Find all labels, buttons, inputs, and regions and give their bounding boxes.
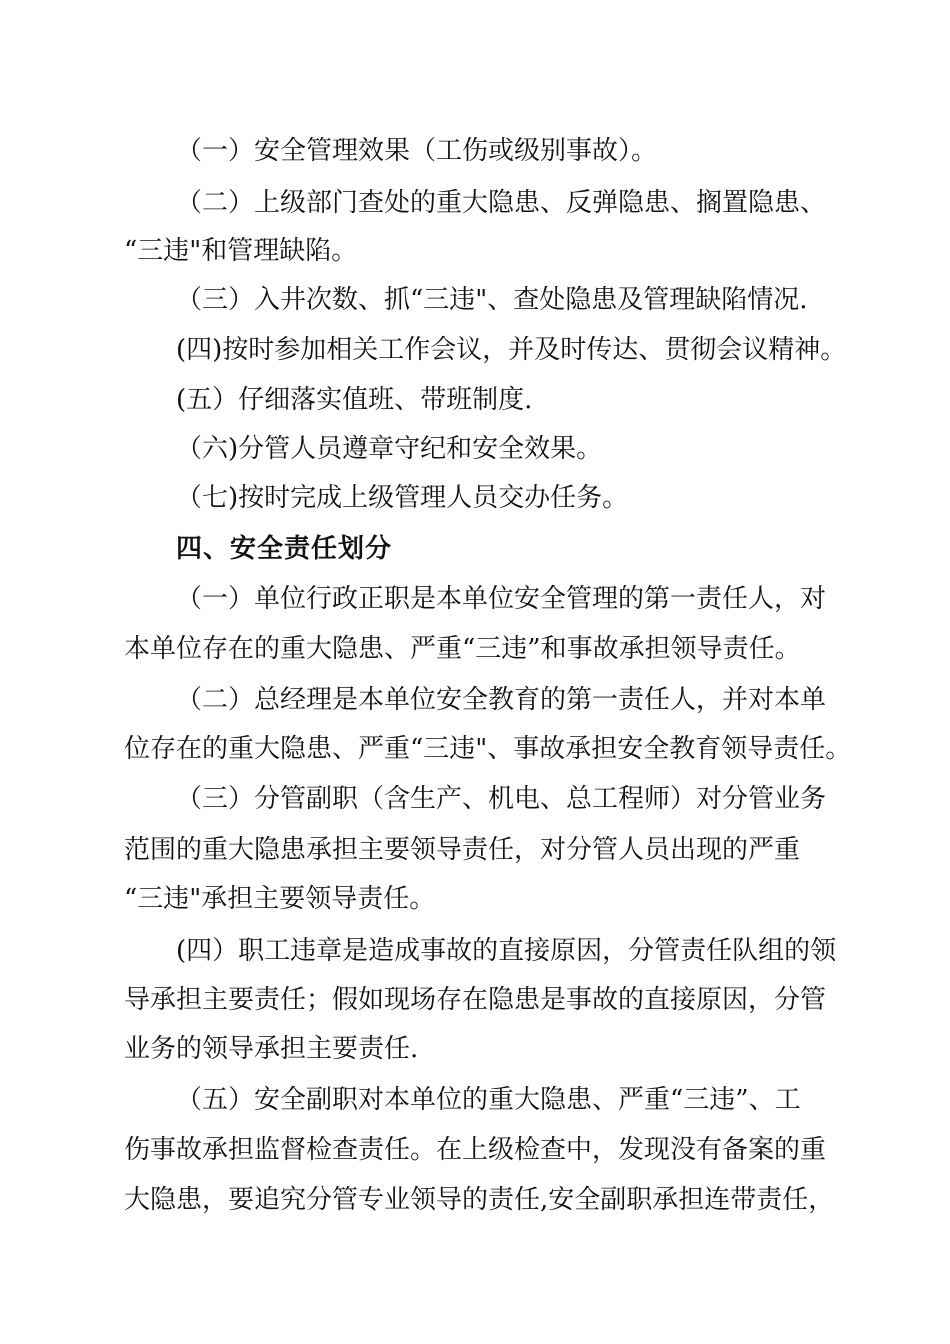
text-line-18: 导承担主要责任；假如现场存在隐患是事故的直接原因，分管 — [124, 985, 827, 1015]
text-line-16: “三违"承担主要领导责任。 — [124, 884, 436, 914]
text-line-3: “三违"和管理缺陷。 — [124, 236, 358, 266]
text-line-17: (四）职工违章是造成事故的直接原因，分管责任队组的领 — [176, 936, 837, 966]
text-line-14: （三）分管副职（含生产、机电、总工程师）对分管业务 — [176, 784, 827, 814]
text-line-21: 伤事故承担监督检查责任。在上级检查中，发现没有备案的重 — [124, 1135, 827, 1165]
text-line-20: （五）安全副职对本单位的重大隐患、严重“三违”、工 — [176, 1085, 801, 1115]
text-line-4: （三）入井次数、抓“三违"、查处隐患及管理缺陷情况. — [176, 285, 808, 315]
text-line-11: 本单位存在的重大隐患、严重“三违”和事故承担领导责任。 — [124, 634, 801, 664]
text-line-10: （一）单位行政正职是本单位安全管理的第一责任人，对 — [176, 584, 827, 614]
text-line-6: (五）仔细落实值班、带班制度. — [176, 385, 533, 415]
text-line-5: (四)按时参加相关工作会议，并及时传达、贯彻会议精神。 — [176, 335, 847, 365]
text-line-19: 业务的领导承担主要责任. — [124, 1034, 419, 1064]
text-line-13: 位存在的重大隐患、严重“三违"、事故承担安全教育领导责任。 — [124, 734, 852, 764]
text-line-22: 大隐患，要追究分管专业领导的责任,安全副职承担连带责任， — [124, 1185, 835, 1215]
text-line-12: （二）总经理是本单位安全教育的第一责任人，并对本单 — [176, 685, 827, 715]
text-line-2: （二）上级部门查处的重大隐患、反弹隐患、搁置隐患、 — [176, 188, 827, 218]
text-line-15: 范围的重大隐患承担主要领导责任，对分管人员出现的严重 — [124, 835, 801, 865]
text-line-7: （六)分管人员遵章守纪和安全效果。 — [176, 434, 603, 464]
section-heading: 四、安全责任划分 — [176, 534, 393, 564]
text-line-8: （七)按时完成上级管理人员交办任务。 — [176, 483, 629, 513]
text-line-1: （一）安全管理效果（工伤或级别事故）。 — [176, 136, 658, 166]
